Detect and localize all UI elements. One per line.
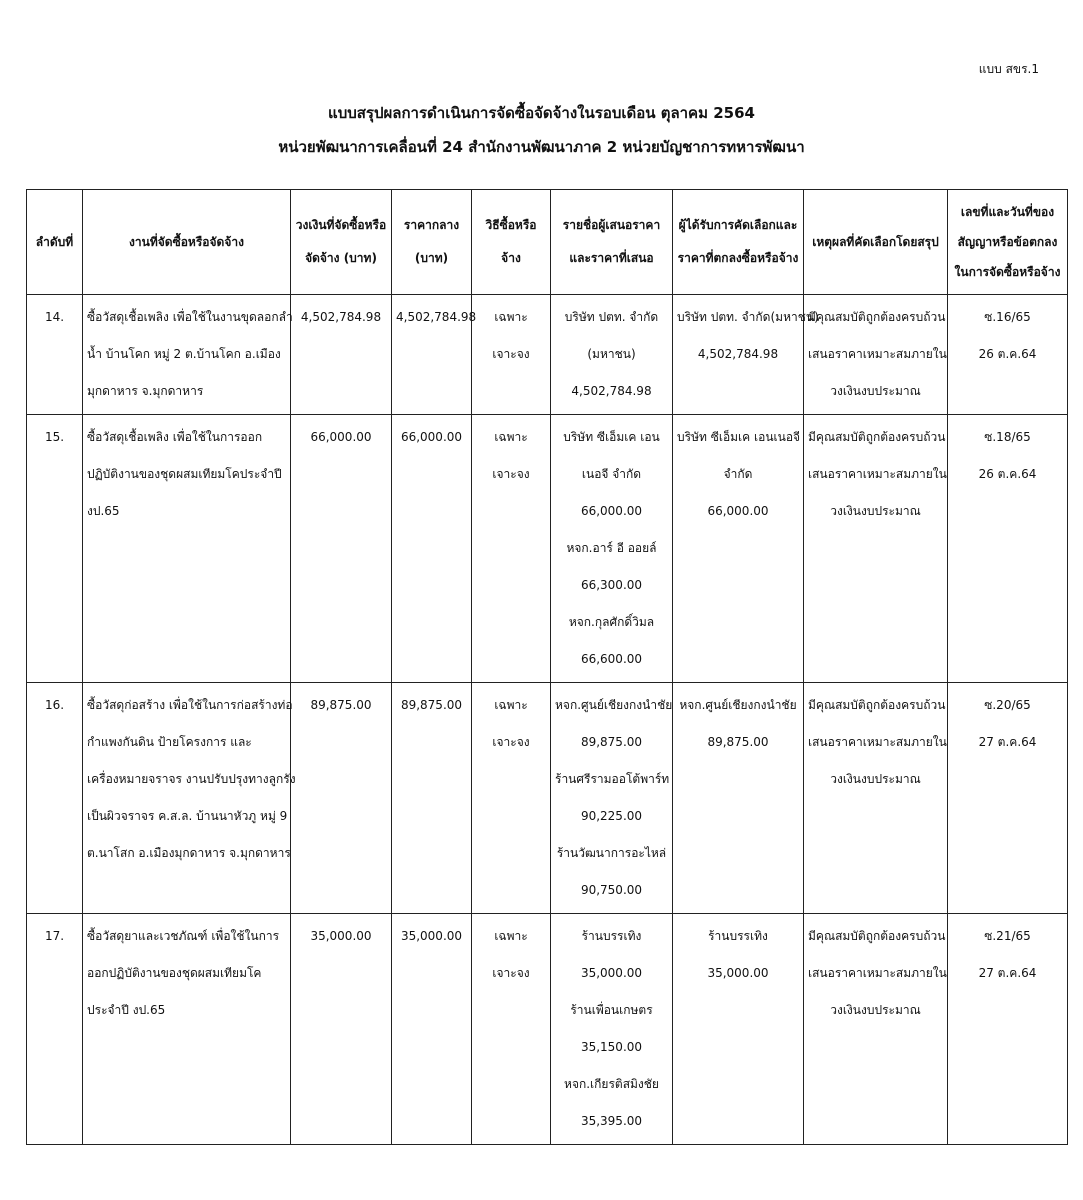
cell-reason: [804, 415, 948, 683]
cell-selected-line: 4,502,784.98: [697, 347, 779, 361]
cell-reason-line: เสนอราคาเหมาะสมภายใน: [808, 467, 947, 481]
table-row: [27, 914, 1068, 1145]
cell-seq: 16.: [27, 683, 83, 914]
cell-reason: [804, 295, 948, 415]
cell-work-line: ซื้อวัสดุก่อสร้าง เพื่อใช้ในการก่อสร้างท่อ: [87, 698, 293, 712]
cell-contract: [948, 415, 1068, 683]
cell-bidders: [551, 683, 673, 914]
header-contract: เลขที่และวันที่ของ สัญญาหรือข้อตกลง ในการจัดซื้อหรือจ้าง: [948, 190, 1068, 295]
cell-work-line: ซื้อวัสดุยาและเวชภัณฑ์ เพื่อใช้ในการ: [87, 929, 280, 943]
cell-contract: [948, 683, 1068, 914]
cell-work-line: ปฏิบัติงานของชุดผสมเทียมโคประจำปี: [87, 467, 282, 481]
header-median-price: ราคากลาง (บาท): [392, 190, 472, 295]
cell-work-line: เป็นผิวจราจร ค.ส.ล. บ้านนาหัวภู หมู่ 9: [87, 809, 288, 823]
cell-work-line: ประจำปี งป.65: [87, 1003, 166, 1017]
document-subtitle: หน่วยพัฒนาการเคลื่อนที่ 24 สำนักงานพัฒนาภาค 2 หน่วยบัญชาการทหารพัฒนา: [278, 138, 805, 156]
cell-reason-line: เสนอราคาเหมาะสมภายใน: [808, 735, 947, 749]
table-row: [27, 295, 1068, 415]
cell-bidders-line: หจก.เกียรติสมิงชัย: [564, 1077, 659, 1091]
cell-selected: [673, 683, 804, 914]
cell-bidders-line: บริษัท ปตท. จำกัด: [564, 310, 659, 324]
cell-bidders-line: หจก.กุลศักดิ์วิมล: [568, 615, 655, 629]
cell-reason-line: วงเงินงบประมาณ: [830, 772, 921, 786]
cell-selected: [673, 295, 819, 415]
header-bidders: รายชื่อผู้เสนอราคา และราคาที่เสนอ: [551, 190, 673, 295]
form-code: แบบ สขร.1: [978, 62, 1039, 76]
cell-bidders-line: 89,875.00: [580, 735, 643, 749]
cell-work: [83, 683, 296, 914]
cell-reason-line: เสนอราคาเหมาะสมภายใน: [808, 966, 947, 980]
table-body: [27, 295, 1068, 1145]
cell-reason-line: วงเงินงบประมาณ: [830, 384, 921, 398]
header-selected: ผู้ได้รับการคัดเลือกและ ราคาที่ตกลงซื้อหรือจ้าง: [673, 190, 804, 295]
cell-bidders-line: บริษัท ซีเอ็มเค เอน: [563, 430, 660, 444]
header-work: งานที่จัดซื้อหรือจัดจ้าง: [83, 190, 291, 295]
cell-method: เฉพาะเจาะจง: [472, 415, 551, 683]
cell-contract-line: ซ.21/65: [984, 929, 1031, 943]
cell-selected-line: หจก.ศูนย์เชียงกงนำชัย: [679, 698, 797, 712]
cell-selected-line: บริษัท ปตท. จำกัด(มหาชน): [677, 310, 819, 324]
cell-work-line: ซื้อวัสดุเชื้อเพลิง เพื่อใช้ในงานขุดลอกลำ: [87, 310, 293, 324]
cell-work: [83, 295, 291, 415]
cell-selected-line: 89,875.00: [707, 735, 769, 749]
cell-reason-line: มีคุณสมบัติถูกต้องครบถ้วน: [808, 430, 946, 444]
cell-budget: 4,502,784.98: [291, 295, 392, 415]
table-row: [27, 683, 1068, 914]
header-seq: ลำดับที่: [27, 190, 83, 295]
procurement-table: [26, 189, 1068, 1145]
cell-work-line: เครื่องหมายจราจร งานปรับปรุงทางลูกรัง: [87, 772, 296, 786]
cell-bidders-line: เนอจี จำกัด: [581, 467, 642, 481]
cell-work-line: ออกปฏิบัติงานของชุดผสมเทียมโค: [87, 966, 262, 980]
cell-seq: 15.: [27, 415, 83, 683]
cell-median-price: 35,000.00: [392, 914, 472, 1145]
cell-bidders-line: (มหาชน): [587, 347, 636, 361]
header-method: วิธีซื้อหรือจ้าง: [472, 190, 551, 295]
cell-reason-line: มีคุณสมบัติถูกต้องครบถ้วน: [808, 929, 946, 943]
cell-contract-line: 26 ต.ค.64: [978, 347, 1037, 361]
document-title: แบบสรุปผลการดำเนินการจัดซื้อจัดจ้างในรอบเดือน ตุลาคม 2564: [328, 104, 755, 122]
cell-method: เฉพาะเจาะจง: [472, 914, 551, 1145]
cell-selected-line: จำกัด: [723, 467, 753, 481]
cell-reason-line: วงเงินงบประมาณ: [830, 1003, 921, 1017]
cell-work-line: ต.นาโสก อ.เมืองมุกดาหาร จ.มุกดาหาร: [87, 846, 291, 860]
cell-selected-line: 66,000.00: [707, 504, 769, 518]
cell-work: [83, 914, 291, 1145]
cell-contract-line: ซ.20/65: [984, 698, 1031, 712]
cell-selected-line: บริษัท ซีเอ็มเค เอนเนอจี: [677, 430, 801, 444]
cell-reason: [804, 683, 948, 914]
cell-contract-line: 27 ต.ค.64: [978, 966, 1037, 980]
cell-selected: [673, 914, 804, 1145]
cell-work-line: มุกดาหาร จ.มุกดาหาร: [87, 384, 204, 398]
cell-bidders-line: 4,502,784.98: [571, 384, 652, 398]
cell-contract-line: 27 ต.ค.64: [978, 735, 1037, 749]
table-row: [27, 415, 1068, 683]
cell-bidders-line: 35,000.00: [580, 966, 643, 980]
cell-bidders-line: 35,150.00: [580, 1040, 643, 1054]
cell-method: เฉพาะเจาะจง: [472, 295, 551, 415]
cell-bidders: [551, 415, 673, 683]
cell-bidders-line: หจก.อาร์ อี ออยล์: [566, 541, 657, 555]
cell-reason-line: เสนอราคาเหมาะสมภายใน: [808, 347, 947, 361]
header-reason: เหตุผลที่คัดเลือกโดยสรุป: [804, 190, 948, 295]
cell-selected-line: 35,000.00: [707, 966, 769, 980]
cell-budget: 89,875.00: [291, 683, 392, 914]
cell-bidders-line: 90,225.00: [580, 809, 643, 823]
header-budget: วงเงินที่จัดซื้อหรือ จัดจ้าง (บาท): [291, 190, 392, 295]
cell-bidders-line: ร้านเพื่อนเกษตร: [570, 1003, 653, 1017]
cell-contract-line: ซ.18/65: [984, 430, 1031, 444]
cell-bidders-line: ร้านวัฒนาการอะไหล่: [556, 846, 667, 860]
table-header: [27, 190, 1068, 295]
cell-bidders-line: 66,600.00: [580, 652, 643, 666]
cell-work-line: งป.65: [87, 504, 120, 518]
cell-selected-line: ร้านบรรเทิง: [708, 929, 768, 943]
cell-work-line: กำแพงกันดิน ป้ายโครงการ และ: [87, 735, 252, 749]
cell-reason-line: มีคุณสมบัติถูกต้องครบถ้วน: [808, 310, 946, 324]
cell-median-price: 4,502,784.98: [392, 295, 472, 415]
cell-work-line: น้ำ บ้านโคก หมู่ 2 ต.บ้านโคก อ.เมือง: [87, 347, 281, 361]
cell-bidders-line: ร้านศรีรามออโต้พาร์ท: [555, 772, 670, 786]
cell-reason: [804, 914, 948, 1145]
cell-seq: 14.: [27, 295, 83, 415]
cell-contract: [948, 295, 1068, 415]
cell-selected: [673, 415, 804, 683]
cell-bidders-line: ร้านบรรเทิง: [581, 929, 642, 943]
cell-seq: 17.: [27, 914, 83, 1145]
cell-bidders-line: 66,000.00: [580, 504, 643, 518]
cell-contract-line: 26 ต.ค.64: [978, 467, 1037, 481]
cell-contract-line: ซ.16/65: [984, 310, 1031, 324]
cell-reason-line: วงเงินงบประมาณ: [830, 504, 921, 518]
cell-contract: [948, 914, 1068, 1145]
cell-work-line: ซื้อวัสดุเชื้อเพลิง เพื่อใช้ในการออก: [87, 430, 263, 444]
cell-work: [83, 415, 291, 683]
document-titles: [0, 96, 1083, 164]
cell-bidders-line: หจก.ศูนย์เชียงกงนำชัย: [555, 698, 673, 712]
cell-bidders: [551, 295, 673, 415]
cell-median-price: 89,875.00: [392, 683, 472, 914]
cell-method: เฉพาะเจาะจง: [472, 683, 551, 914]
cell-median-price: 66,000.00: [392, 415, 472, 683]
cell-bidders-line: 66,300.00: [580, 578, 643, 592]
cell-bidders-line: 35,395.00: [580, 1114, 643, 1128]
cell-reason-line: มีคุณสมบัติถูกต้องครบถ้วน: [808, 698, 946, 712]
cell-bidders: [551, 914, 673, 1145]
cell-budget: 66,000.00: [291, 415, 392, 683]
cell-budget: 35,000.00: [291, 914, 392, 1145]
cell-bidders-line: 90,750.00: [580, 883, 643, 897]
